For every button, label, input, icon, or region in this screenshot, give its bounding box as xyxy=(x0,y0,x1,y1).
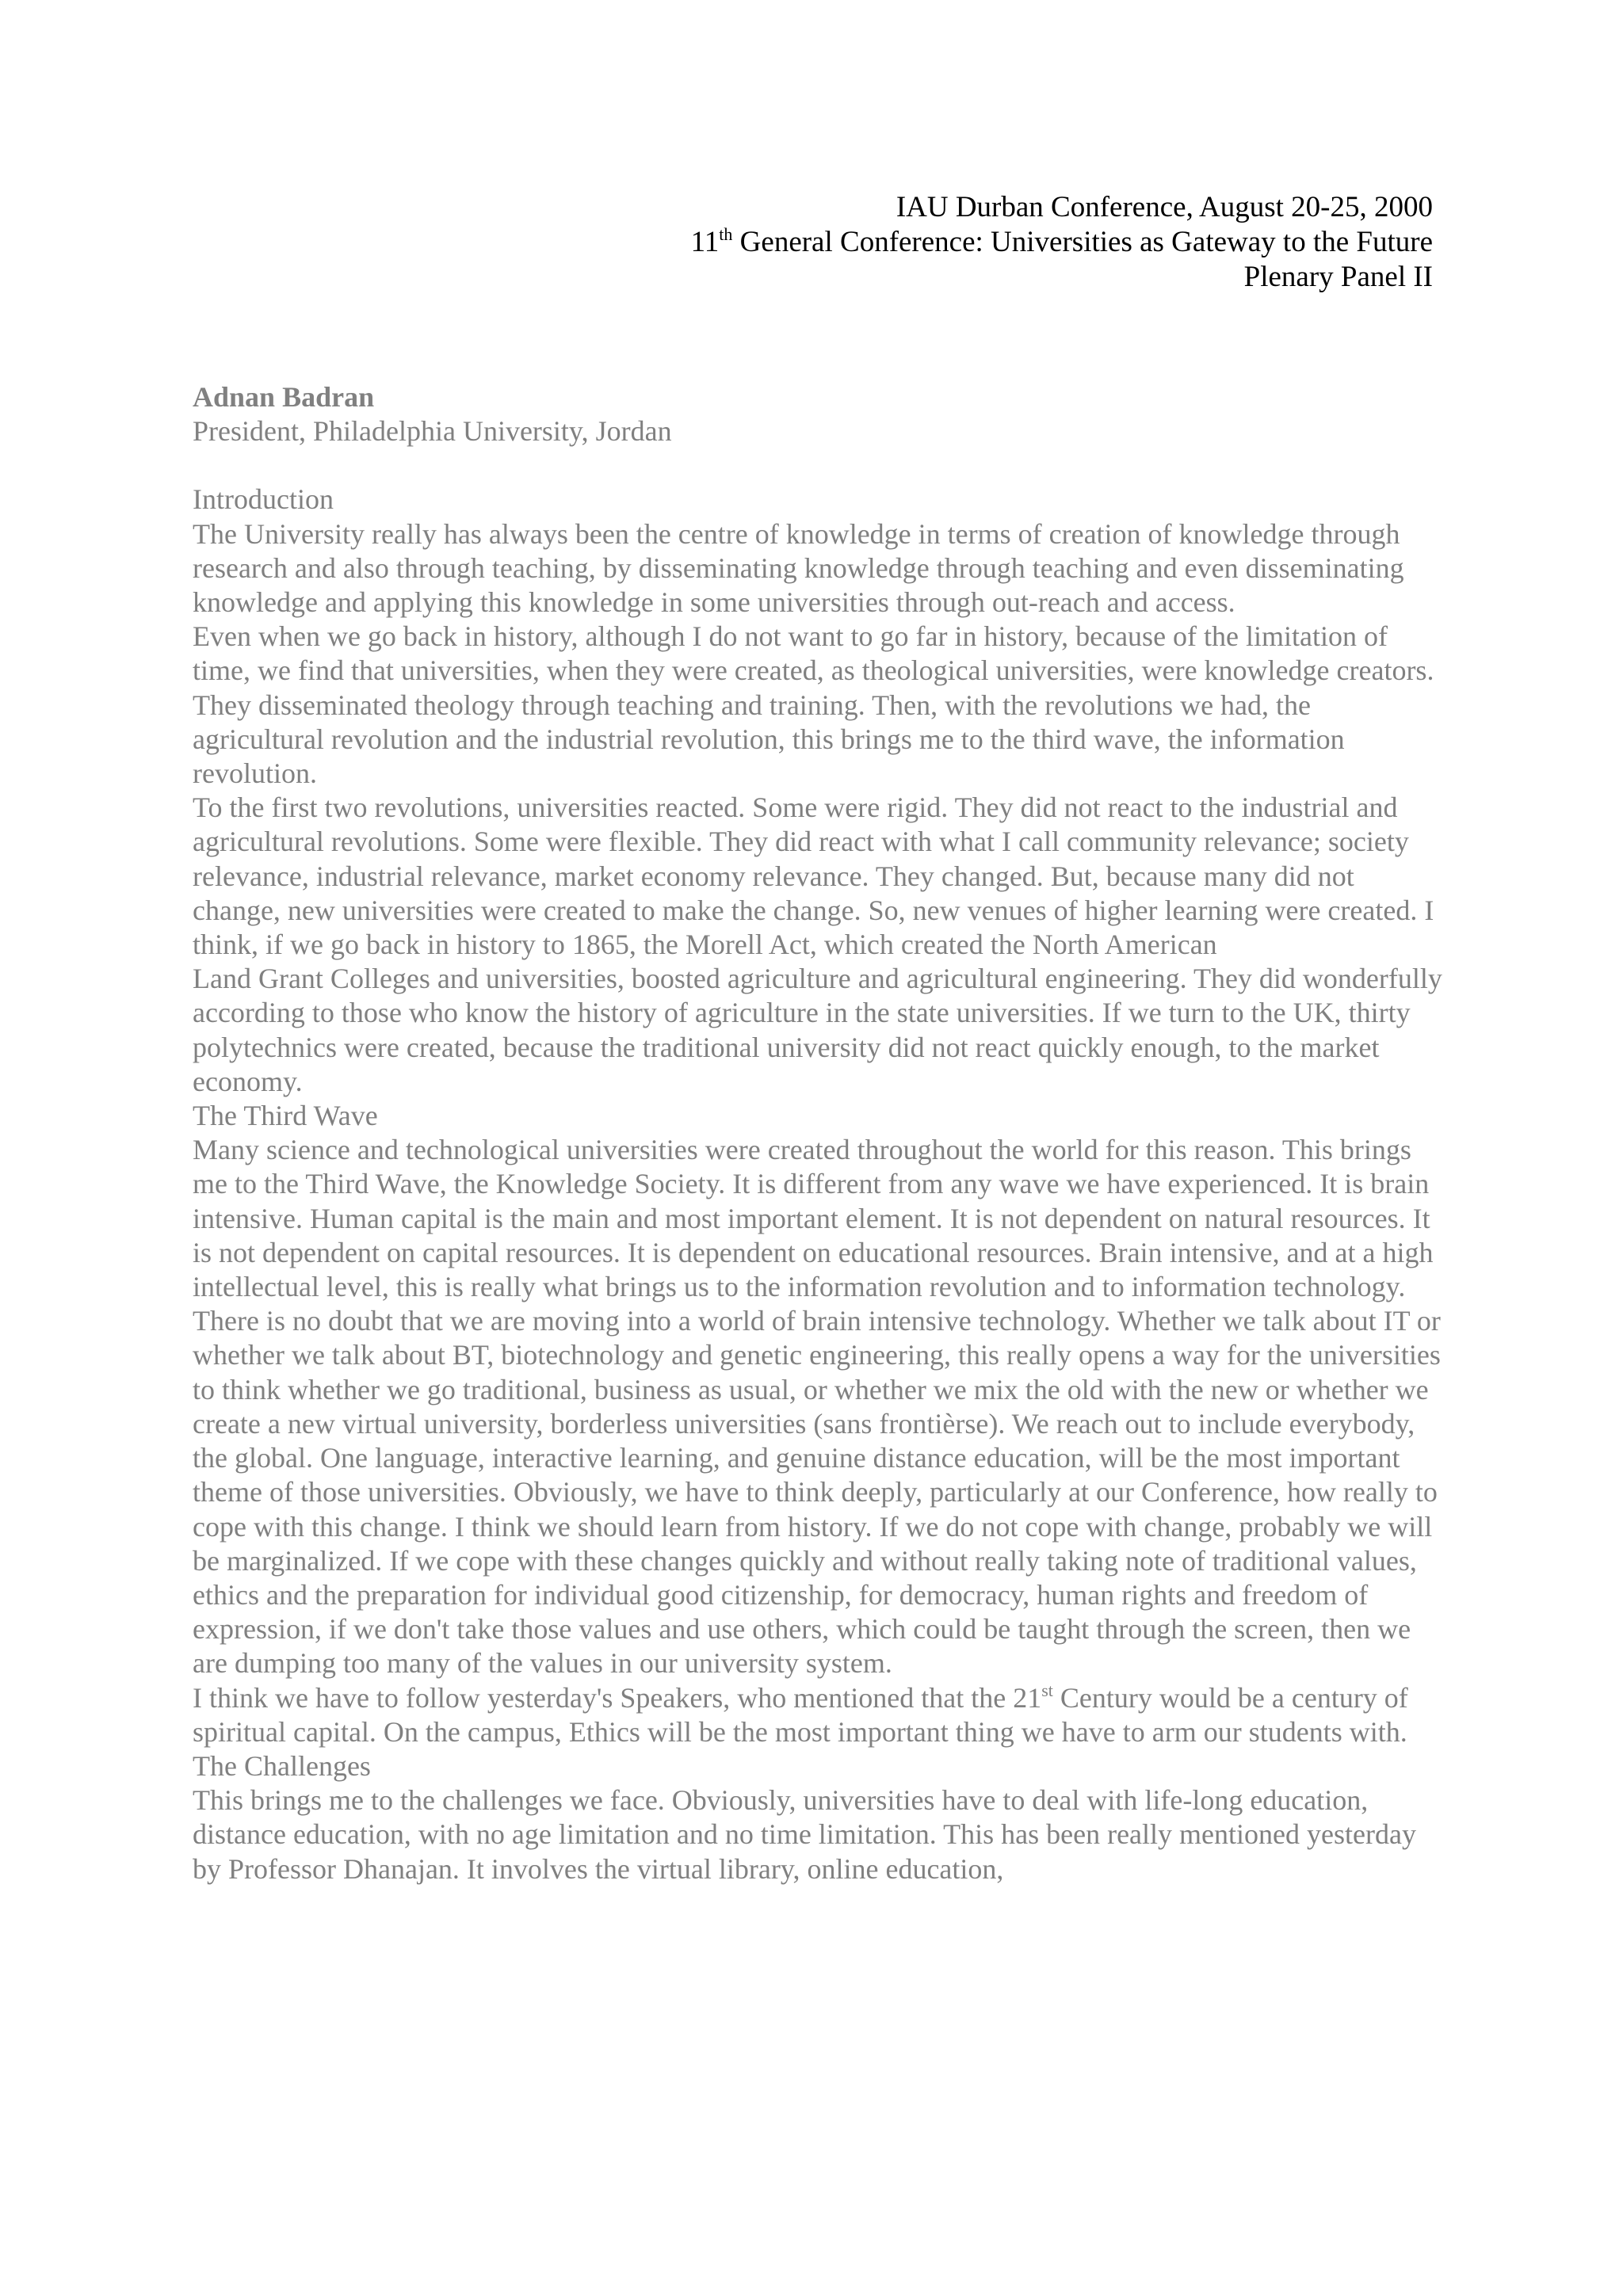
paragraph: This brings me to the challenges we face. Obviously, universities have to deal with life-long education, distance education, with no age limitation and no time limitation. This has been really mentioned yesterday by Professor Dhanajan. It involves the virtual library, online education, xyxy=(193,1784,1416,1885)
paragraph: To the first two revolutions, universities reacted. Some were rigid. They did not react to the industrial and agricultural revolutions. Some were flexible. They did react with what I call community relevance; society relevance, industrial relevance, market economy relevance. They changed. But, because many did not change, new universities were created to make the change. So, new venues of higher learning were created. I think, if we go back in history to 1865, the Morell Act, which created the North American xyxy=(193,791,1434,961)
document-body xyxy=(193,380,1445,1886)
conference-title: IAU Durban Conference, August 20-25, 2000 xyxy=(896,191,1433,223)
paragraph xyxy=(193,1681,1445,1749)
ordinal-suffix: th xyxy=(719,224,733,244)
paragraph-text: Century would be a century of spiritual capital. On the campus, Ethics will be the most important thing we have to arm our students with. xyxy=(193,1681,1408,1748)
paragraph-text: I think we have to follow yesterday's Speakers, who mentioned that the 21 xyxy=(193,1681,1042,1714)
section-heading-introduction: Introduction xyxy=(193,483,334,516)
section-heading-third-wave: The Third Wave xyxy=(193,1100,378,1132)
author-affiliation: President, Philadelphia University, Jordan xyxy=(193,415,672,448)
conference-subtitle-text: General Conference: Universities as Gateway to the Future xyxy=(732,226,1433,258)
panel-name: Plenary Panel II xyxy=(1243,261,1433,293)
conference-header xyxy=(244,190,1433,295)
section-heading-challenges: The Challenges xyxy=(193,1749,371,1782)
ordinal-number: 11 xyxy=(690,226,720,258)
paragraph: Many science and technological universities were created throughout the world for this reason. This brings me to the Third Wave, the Knowledge Society. It is different from any wave we have experienced. It is brain intensive. Human capital is the main and most important element. It is not dependent on natural resources. It is not dependent on capital resources. It is dependent on educational resources. Brain intensive, and at a high intellectual level, this is really what brings us to the information revolution and to information technology. xyxy=(193,1134,1434,1303)
paragraph: The University really has always been the centre of knowledge in terms of creation of knowledge through research and also through teaching, by disseminating knowledge through teaching and even disseminating knowledge and applying this knowledge in some universities through out-reach and access. xyxy=(193,517,1404,619)
author-name: Adnan Badran xyxy=(193,381,375,413)
ordinal-suffix: st xyxy=(1041,1680,1053,1700)
paragraph: There is no doubt that we are moving into a world of brain intensive technology. Whether we talk about IT or whether we talk about BT, biotechnology and genetic engineering, this really opens a way for the universities to think whether we go traditional, business as usual, or whether we mix the old with the new or whether we create a new virtual university, borderless universities (sans frontièrse). We reach out to include everybody, the global. One language, interactive learning, and genuine distance education, will be the most important theme of those universities. Obviously, we have to think deeply, particularly at our Conference, how really to cope with this change. I think we should learn from history. If we do not cope with change, probably we will be marginalized. If we cope with these changes quickly and without really taking note of traditional values, ethics and the preparation for individual good citizenship, for democracy, human rights and freedom of expression, if we don't take those values and use others, which could be taught through the screen, then we are dumping too many of the values in our university system. xyxy=(193,1305,1441,1680)
conference-subtitle xyxy=(244,225,1433,260)
paragraph: Land Grant Colleges and universities, boosted agriculture and agricultural engineering. They did wonderfully according to those who know the history of agriculture in the state universities. If we turn to the UK, thirty polytechnics were created, because the traditional university did not react quickly enough, to the market economy. xyxy=(193,963,1442,1097)
paragraph: Even when we go back in history, although I do not want to go far in history, because of the limitation of time, we find that universities, when they were created, as theological universities, were knowledge creators. They disseminated theology through teaching and training. Then, with the revolutions we had, the agricultural revolution and the industrial revolution, this brings me to the third wave, the information revolution. xyxy=(193,620,1434,790)
spacer xyxy=(193,448,1445,482)
